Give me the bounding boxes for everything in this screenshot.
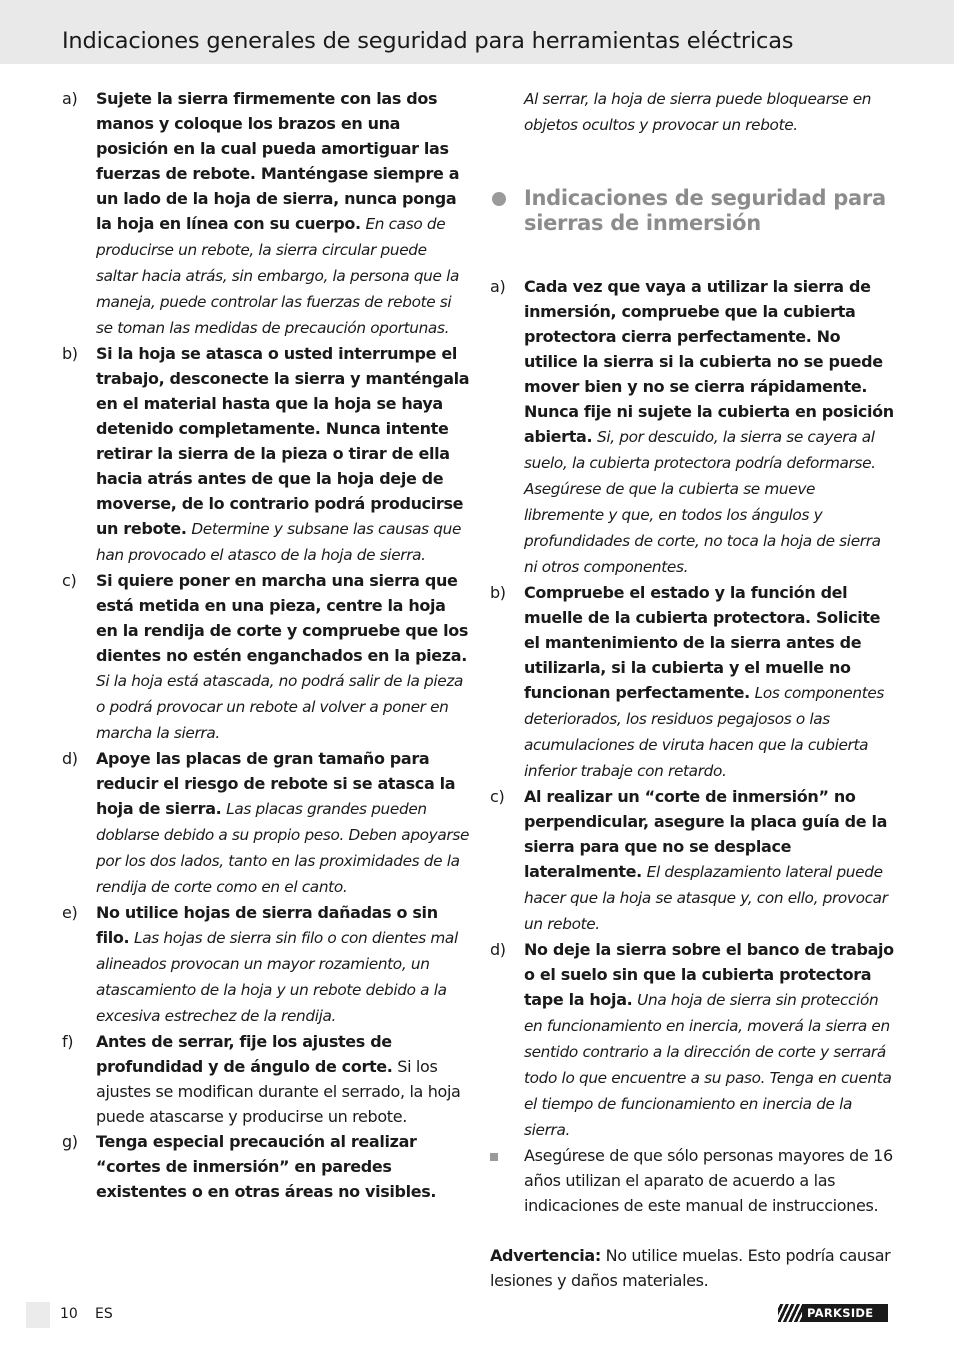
bullet-item <box>490 1143 898 1218</box>
item-bold-text: Si quiere poner en marcha una sierra que está metida en una pieza, centre la hoja en la rendija de corte y compruebe que los dientes no estén enganchados en la pieza. <box>96 571 469 665</box>
page-number-box <box>26 1302 50 1328</box>
item-italic-text: Si la hoja está atascada, no podrá salir de la pieza o podrá provocar un rebote al volver a poner en marcha la sierra. <box>96 672 464 742</box>
item-bold-text: Sujete la sierra firmemente con las dos manos y coloque los brazos en una posición en la cual pueda amortiguar las fuerzas de rebote. Manténgase siempre a un lado de la hoja de sierra, nunca ponga la hoja en línea con su cuerpo. <box>96 89 460 233</box>
item-bold-text: Al realizar un “corte de inmersión” no perpendicular, asegure la placa guía de la sierra para que no se desplace lateralmente. <box>524 787 888 881</box>
item-italic-text: El desplazamiento lateral puede hacer que la hoja se atasque y, con ello, provocar un rebote. <box>524 863 888 933</box>
right-column <box>490 86 898 1293</box>
item-marker: c) <box>490 787 505 806</box>
item-bold-text: No deje la sierra sobre el banco de trabajo o el suelo sin que la cubierta protectora tape la hoja. <box>524 940 894 1009</box>
bullet-dot-icon <box>492 192 506 206</box>
section-heading <box>490 186 898 236</box>
list-item <box>62 746 470 900</box>
item-italic-text: En caso de producirse un rebote, la sierra circular puede saltar hacia atrás, sin embargo, la persona que la maneja, puede controlar las fuerzas de rebote si se toman las medidas de precaución oportunas. <box>96 215 460 337</box>
list-item <box>62 568 470 746</box>
item-marker: f) <box>62 1032 74 1051</box>
item-marker: e) <box>62 903 78 922</box>
page-number: 10 <box>60 1306 78 1322</box>
list-item <box>490 937 898 1143</box>
item-bold-text: Apoye las placas de gran tamaño para reducir el riesgo de rebote si se atasca la hoja de sierra. <box>96 749 456 818</box>
item-marker: b) <box>62 344 78 363</box>
item-bold-text: Tenga especial precaución al realizar “cortes de inmersión” en paredes existentes o en otras áreas no visibles. <box>96 1132 437 1201</box>
item-bold-text: Compruebe el estado y la función del muelle de la cubierta protectora. Solicite el mantenimiento de la sierra antes de utilizarla, si la cubierta y el muelle no funcionan perfectamente. <box>524 583 881 702</box>
brand-stripes-icon <box>778 1304 802 1322</box>
item-marker: d) <box>62 749 78 768</box>
brand-logo <box>778 1304 888 1322</box>
list-item <box>62 1029 470 1129</box>
item-marker: a) <box>490 277 506 296</box>
bullet-text: Asegúrese de que sólo personas mayores de 16 años utilizan el aparato de acuerdo a las indicaciones de este manual de instrucciones. <box>524 1146 893 1215</box>
continued-italic-text: Al serrar, la hoja de sierra puede bloquearse en objetos ocultos y provocar un rebote. <box>524 90 872 134</box>
item-bold-text: Si la hoja se atasca o usted interrumpe el trabajo, desconecte la sierra y manténgala en el material hasta que la hoja se haya detenido completamente. Nunca intente retirar la sierra de la pieza o tirar de ella hacia atrás antes de que la hoja deje de moverse, de lo contrario podrá producirse un rebote. <box>96 344 470 538</box>
page-title: Indicaciones generales de seguridad para herramientas eléctricas <box>62 28 794 54</box>
list-item <box>62 341 470 568</box>
item-marker: c) <box>62 571 77 590</box>
warning-paragraph <box>490 1243 898 1293</box>
left-column <box>62 86 470 1204</box>
item-marker: g) <box>62 1132 78 1151</box>
item-bold-text: No utilice hojas de sierra dañadas o sin filo. <box>96 903 438 947</box>
list-item <box>490 580 898 784</box>
item-italic-text: Si, por descuido, la sierra se cayera al suelo, la cubierta protectora podría deformarse. Asegúrese de que la cubierta se mueve libremente y que, en todos los ángulos y profundidades de corte, no toca la hoja de sierra ni otros componentes. <box>524 428 881 576</box>
item-italic-text: Determine y subsane las causas que han provocado el atasco de la hoja de sierra. <box>96 520 462 564</box>
list-item <box>62 86 470 341</box>
item-bold-text: Cada vez que vaya a utilizar la sierra de inmersión, compruebe que la cubierta protectora cierra perfectamente. No utilice la sierra si la cubierta no se puede mover bien y no se cierra rápidamente. Nunca fije ni sujete la cubierta en posición abierta. <box>524 277 894 446</box>
language-code: ES <box>95 1306 113 1322</box>
item-bold-text: Antes de serrar, fije los ajustes de profundidad y de ángulo de corte. <box>96 1032 393 1076</box>
section-title: Indicaciones de seguridad para sierras de inmersión <box>524 186 886 235</box>
warning-label: Advertencia: <box>490 1246 601 1265</box>
page-header <box>0 0 954 64</box>
item-italic-text: Los componentes deteriorados, los residuos pegajosos o las acumulaciones de viruta hacen que la cubierta inferior trabaje con retardo. <box>524 684 885 780</box>
list-item <box>62 900 470 1029</box>
item-marker: d) <box>490 940 506 959</box>
item-italic-text: Las hojas de sierra sin filo o con dientes mal alineados provocan un mayor rozamiento, un atascamiento de la hoja y un rebote debido a la excesiva estrechez de la rendija. <box>96 929 458 1025</box>
item-normal-text: Si los ajustes se modifican durante el serrado, la hoja puede atascarse y producirse un rebote. <box>96 1057 461 1126</box>
list-item <box>490 274 898 580</box>
list-item <box>490 784 898 937</box>
square-bullet-icon <box>490 1153 498 1161</box>
item-italic-text: Una hoja de sierra sin protección en funcionamiento en inercia, moverá la sierra en sentido contrario a la dirección de corte y serrará todo lo que encuentre a su paso. Tenga en cuenta el tiempo de funcionamiento en inercia de la sierra. <box>524 991 892 1139</box>
item-marker: a) <box>62 89 78 108</box>
list-item <box>62 1129 470 1204</box>
item-marker: b) <box>490 583 506 602</box>
item-italic-text: Las placas grandes pueden doblarse debido a su propio peso. Deben apoyarse por los dos lados, tanto en las proximidades de la rendija de corte como en el canto. <box>96 800 470 896</box>
warning-text: No utilice muelas. Esto podría causar lesiones y daños materiales. <box>490 1246 891 1290</box>
brand-name: PARKSIDE <box>807 1306 874 1320</box>
